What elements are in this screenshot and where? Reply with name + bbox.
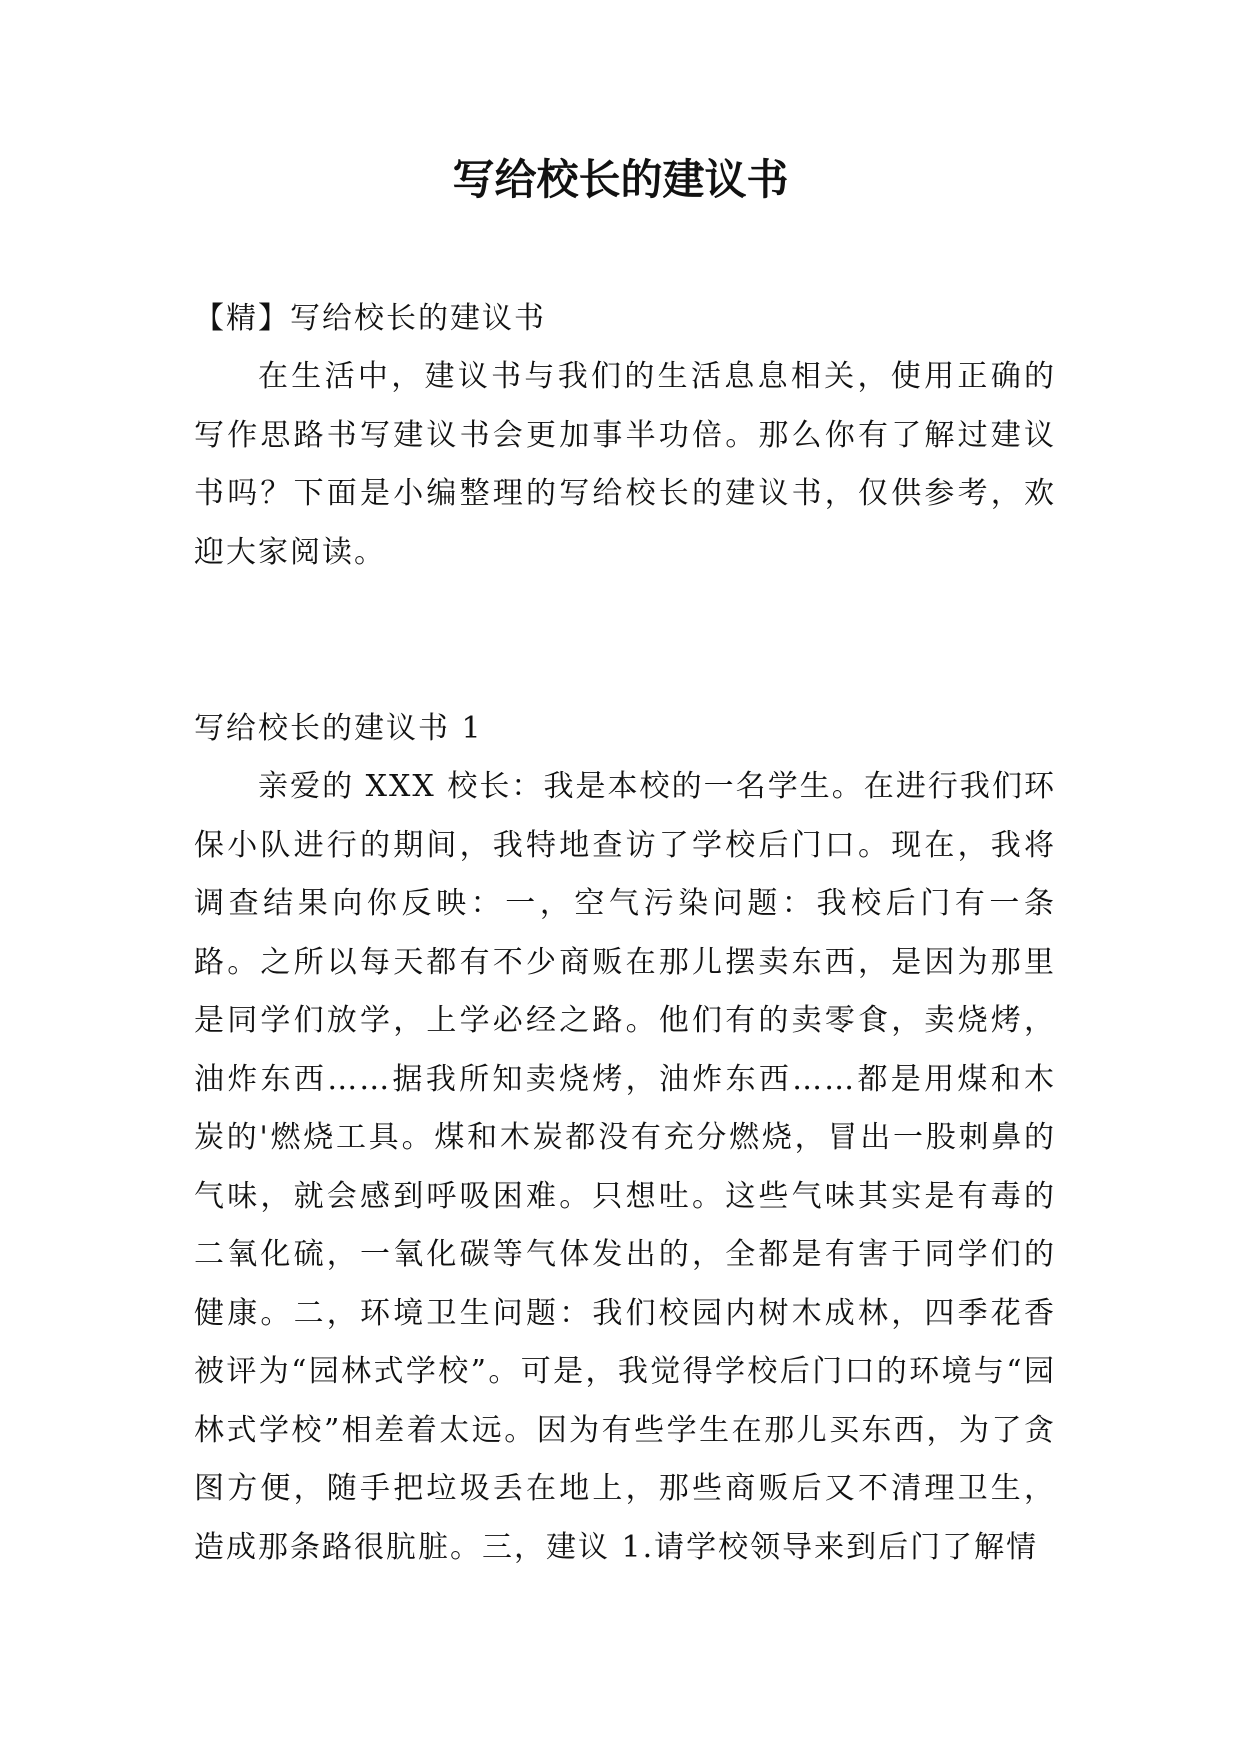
document-title: 写给校长的建议书 [452, 155, 789, 204]
section-heading: 写给校长的建议书 1 [194, 711, 483, 746]
intro-paragraph: 在生活中，建议书与我们的生活息息相关，使用正确的写作思路书写建议书会更加事半功倍。那么你有了解过建议书吗？下面是小编整理的写给校长的建议书，仅供参考，欢迎大家阅读。 [194, 359, 1056, 570]
intro-heading: 【精】写给校长的建议书 [194, 301, 546, 336]
section-paragraph: 亲爱的 XXX 校长：我是本校的一名学生。在进行我们环保小队进行的期间，我特地查访了学校后门口。现在，我将调查结果向你反映：一，空气污染问题：我校后门有一条路。之所以每天都有不少商贩在那儿摆卖东西，是因为那里是同学们放学，上学必经之路。他们有的卖零食，卖烧烤，油炸东西……据我所知卖烧烤，油炸东西……都是用煤和木炭的'燃烧工具。煤和木炭都没有充分燃烧，冒出一股刺鼻的气味，就会感到呼吸困难。只想吐。这些气味其实是有毒的二氧化硫，一氧化碳等气体发出的，全都是有害于同学们的健康。二，环境卫生问题：我们校园内树木成林，四季花香被评为“园林式学校”。可是，我觉得学校后门口的环境与“园林式学校”相差着太远。因为有些学生在那儿买东西，为了贪图方便，随手把垃圾丢在地上，那些商贩后又不清理卫生，造成那条路很肮脏。三，建议 1.请学校领导来到后门了解情 [194, 769, 1056, 1565]
